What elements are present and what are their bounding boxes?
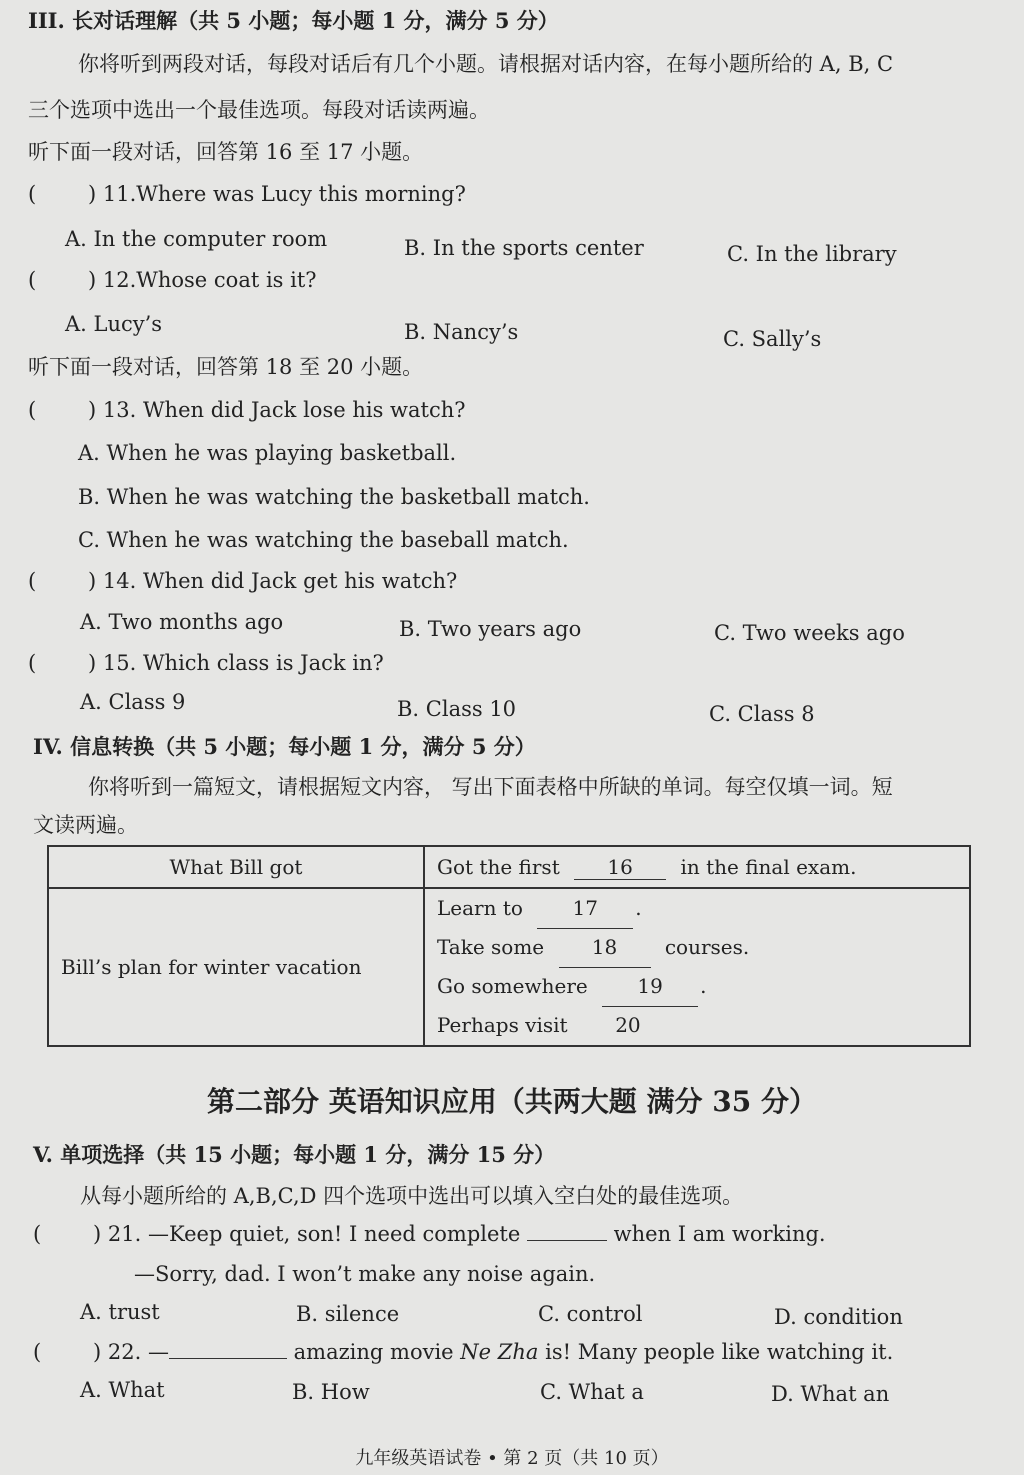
q15-option-a: A. Class 9: [80, 690, 186, 714]
q12-option-c: C. Sally’s: [723, 327, 822, 351]
plan-line-19: Go somewhere 19 .: [437, 967, 969, 1006]
info-table: [47, 845, 971, 1047]
q22-option-b: B. How: [292, 1380, 370, 1404]
blank-19[interactable]: 19: [602, 967, 698, 1007]
q11-option-a: A. In the computer room: [65, 227, 328, 251]
blank-18[interactable]: 18: [559, 928, 651, 968]
q13-option-c: C. When he was watching the baseball match.: [78, 528, 569, 552]
q13-option-a: A. When he was playing basketball.: [78, 441, 457, 465]
blank-20[interactable]: 20: [582, 1006, 674, 1046]
plan-line-18: Take some 18 courses.: [437, 928, 969, 967]
section5-instruction: 从每小题所给的 A,B,C,D 四个选项中选出可以填入空白处的最佳选项。: [80, 1184, 744, 1208]
table-cell-winter-plan: Bill’s plan for winter vacation: [48, 888, 424, 1046]
table-cell-what-bill-got: What Bill got: [48, 846, 424, 888]
q21-response: —Sorry, dad. I won’t make any noise again.: [134, 1262, 596, 1286]
q22-option-d: D. What an: [771, 1382, 890, 1406]
question-12: ( ) 12.Whose coat is it?: [28, 268, 317, 292]
blank-16[interactable]: 16: [574, 855, 666, 880]
question-21: ( ) 21. —Keep quiet, son! I need complete when I am working.: [33, 1222, 826, 1246]
part2-title: 第二部分 英语知识应用（共两大题 满分 35 分）: [207, 1085, 817, 1118]
section3-title: III. 长对话理解（共 5 小题；每小题 1 分，满分 5 分）: [28, 8, 559, 33]
q11-option-b: B. In the sports center: [404, 236, 644, 260]
question-22: ( ) 22. — amazing movie Ne Zha is! Many people like watching it.: [33, 1340, 894, 1364]
section4-title: IV. 信息转换（共 5 小题；每小题 1 分，满分 5 分）: [33, 734, 536, 759]
q21-option-c: C. control: [538, 1302, 643, 1326]
q13-option-b: B. When he was watching the basketball match.: [78, 485, 590, 509]
section4-instruction-2: 文读两遍。: [33, 813, 138, 837]
question-13: ( ) 13. When did Jack lose his watch?: [28, 398, 466, 422]
q12-option-a: A. Lucy’s: [65, 312, 163, 336]
question-14: ( ) 14. When did Jack get his watch?: [28, 569, 458, 593]
q21-option-a: A. trust: [80, 1300, 160, 1324]
blank-21[interactable]: [527, 1240, 607, 1241]
q21-option-d: D. condition: [774, 1305, 903, 1329]
section3-instruction-1: 你将听到两段对话，每段对话后有几个小题。请根据对话内容，在每小题所给的 A, B, C: [78, 52, 894, 76]
dialogue1-intro: 听下面一段对话，回答第 16 至 17 小题。: [28, 140, 424, 164]
table-cell-plan-list: [424, 888, 970, 1046]
plan-line-20: Perhaps visit 20: [437, 1006, 969, 1045]
question-15: ( ) 15. Which class is Jack in?: [28, 651, 384, 675]
section4-instruction-1: 你将听到一篇短文，请根据短文内容， 写出下面表格中所缺的单词。每空仅填一词。短: [88, 775, 893, 799]
blank-17[interactable]: 17: [537, 889, 633, 929]
q15-option-c: C. Class 8: [709, 702, 815, 726]
q14-option-c: C. Two weeks ago: [714, 621, 905, 645]
q22-option-a: A. What: [80, 1378, 165, 1402]
q15-option-b: B. Class 10: [397, 697, 517, 721]
table-cell-row1-answer: Got the first 16 in the final exam.: [424, 846, 970, 888]
section3-instruction-2: 三个选项中选出一个最佳选项。每段对话读两遍。: [28, 98, 490, 122]
q22-option-c: C. What a: [540, 1380, 644, 1404]
plan-line-17: Learn to 17 .: [437, 889, 969, 928]
q11-option-c: C. In the library: [727, 242, 897, 266]
question-11: ( ) 11.Where was Lucy this morning?: [28, 182, 466, 206]
section5-title: V. 单项选择（共 15 小题；每小题 1 分，满分 15 分）: [33, 1142, 556, 1167]
q14-option-b: B. Two years ago: [399, 617, 582, 641]
q14-option-a: A. Two months ago: [80, 610, 284, 634]
q12-option-b: B. Nancy’s: [404, 320, 519, 344]
dialogue2-intro: 听下面一段对话，回答第 18 至 20 小题。: [28, 355, 424, 379]
blank-22[interactable]: [169, 1358, 287, 1359]
page-footer: 九年级英语试卷 • 第 2 页（共 10 页）: [355, 1448, 669, 1469]
q21-option-b: B. silence: [296, 1302, 400, 1326]
